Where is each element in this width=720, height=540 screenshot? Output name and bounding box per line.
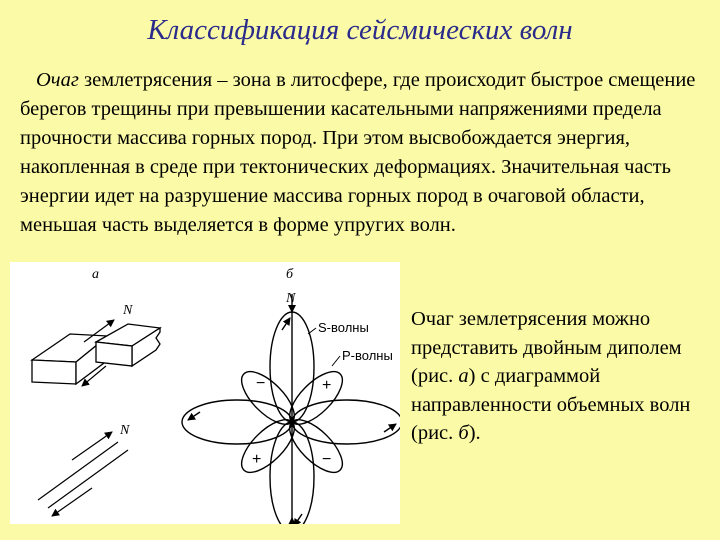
north-label-top: N — [123, 303, 133, 318]
intro-text: землетрясения – зона в литосфере, где происходит быстрое смещение берегов трещины при превышении касательными напряжениями предела прочности массива горных пород. При этом высвобождается энергия, накопленная в среде при тектонических деформациях. Значительная часть энергии идет на разрушение массива горных пород в очаговой области, меньшая часть выделяется в форме упругих волн. — [20, 69, 696, 236]
slide-title: Классификация сейсмических волн — [147, 14, 573, 46]
caption-text-3: ). — [468, 422, 481, 444]
double-dipole-figure — [10, 262, 400, 524]
north-label-bottom: N — [120, 423, 130, 438]
figure-caption — [411, 305, 711, 448]
label-b: б — [286, 267, 294, 282]
caption-text-1: Очаг землетрясения можно представить двойным диполем (рис. — [411, 308, 682, 387]
intro-term: Очаг — [36, 69, 79, 91]
p-waves-label: P-волны — [342, 348, 393, 363]
figure-svg — [10, 262, 400, 524]
sign-upper-right: + — [322, 377, 332, 394]
north-label-b: N — [286, 291, 296, 306]
caption-text-2: ) с диаграммой направленности объемных волн (рис. — [411, 365, 691, 444]
caption-ref-b: б — [458, 422, 469, 444]
sign-lower-right: − — [322, 451, 332, 468]
caption-ref-a: а — [458, 365, 469, 387]
label-a: а — [92, 267, 99, 282]
intro-paragraph — [20, 66, 710, 240]
fault-block-right — [96, 324, 160, 366]
s-waves-label: S-волны — [318, 320, 369, 335]
sign-upper-left: − — [256, 375, 266, 392]
sign-lower-left: + — [252, 451, 262, 468]
double-couple-sketch — [38, 432, 128, 516]
